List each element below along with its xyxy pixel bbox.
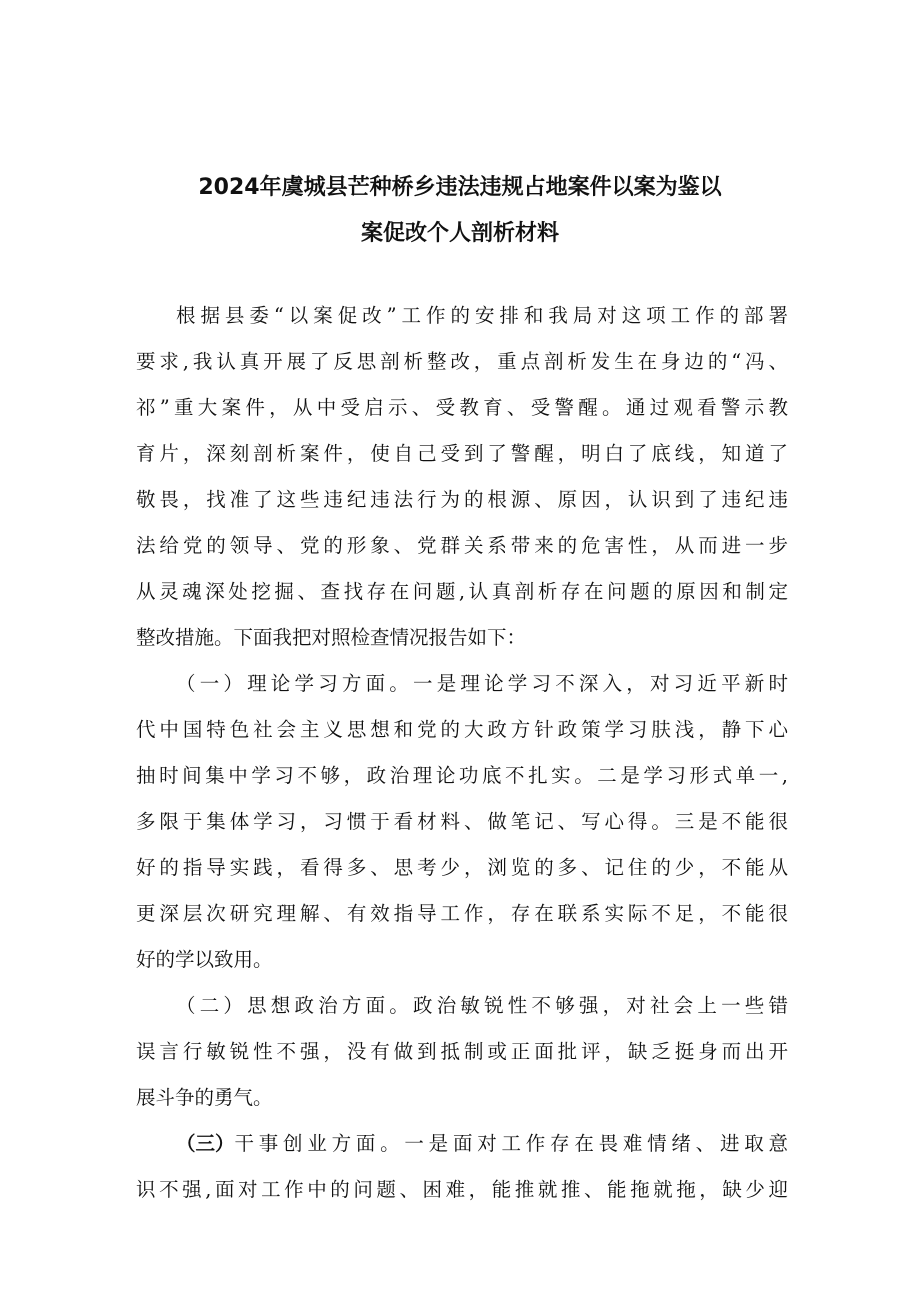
section-2-line: 误言行敏锐性不强，没有做到抵制或正面批评，缺乏挺身而出开 (136, 1040, 788, 1063)
section-3-line: 识不强,面对工作中的问题、困难，能推就推、能拖就拖，缺少迎 (136, 1178, 788, 1201)
paragraph-line: 祁”重大案件，从中受启示、受教育、受警醒。通过观看警示教 (136, 396, 788, 419)
section-1-line: 好的学以致用。 (136, 948, 273, 971)
document-title-line-2: 案促改个人剖析材料 (360, 221, 559, 246)
paragraph-line: 整改措施。下面我把对照检查情况报告如下： (136, 626, 527, 649)
paragraph-line: 法给党的领导、党的形象、党群关系带来的危害性，从而进一步 (136, 534, 788, 557)
section-3-text: 干事创业方面。一是面对工作存在畏难情绪、进取意 (234, 1132, 788, 1155)
section-2-line: 展斗争的勇气。 (136, 1086, 273, 1109)
section-1-line: （一）理论学习方面。一是理论学习不深入，对习近平新时 (176, 672, 788, 695)
section-1-line: 好的指导实践，看得多、思考少，浏览的多、记住的少，不能从 (136, 856, 788, 879)
section-3-heading: （三） (176, 1132, 235, 1155)
section-3-first-line (176, 1130, 788, 1158)
section-1-line: 多限于集体学习，习惯于看材料、做笔记、写心得。三是不能很 (136, 810, 788, 833)
section-2-line: （二）思想政治方面。政治敏锐性不够强，对社会上一些错 (176, 994, 788, 1017)
paragraph-line: 敬畏，找准了这些违纪违法行为的根源、原因，认识到了违纪违 (136, 488, 788, 511)
section-1-line: 抽时间集中学习不够，政治理论功底不扎实。二是学习形式单一, (136, 764, 788, 787)
paragraph-line: 要求,我认真开展了反思剖析整改，重点剖析发生在身边的“冯、 (136, 350, 788, 373)
paragraph-line: 根据县委“以案促改”工作的安排和我局对这项工作的部署 (176, 304, 788, 327)
section-1-line: 更深层次研究理解、有效指导工作，存在联系实际不足，不能很 (136, 902, 788, 925)
paragraph-line: 育片，深刻剖析案件，使自己受到了警醒，明白了底线，知道了 (136, 442, 788, 465)
section-1-line: 代中国特色社会主义思想和党的大政方针政策学习肤浅，静下心 (136, 718, 788, 741)
paragraph-line: 从灵魂深处挖掘、查找存在问题,认真剖析存在问题的原因和制定 (136, 580, 788, 603)
document-title-line-1: 2024年虞城县芒种桥乡违法违规占地案件以案为鉴以 (198, 175, 722, 200)
